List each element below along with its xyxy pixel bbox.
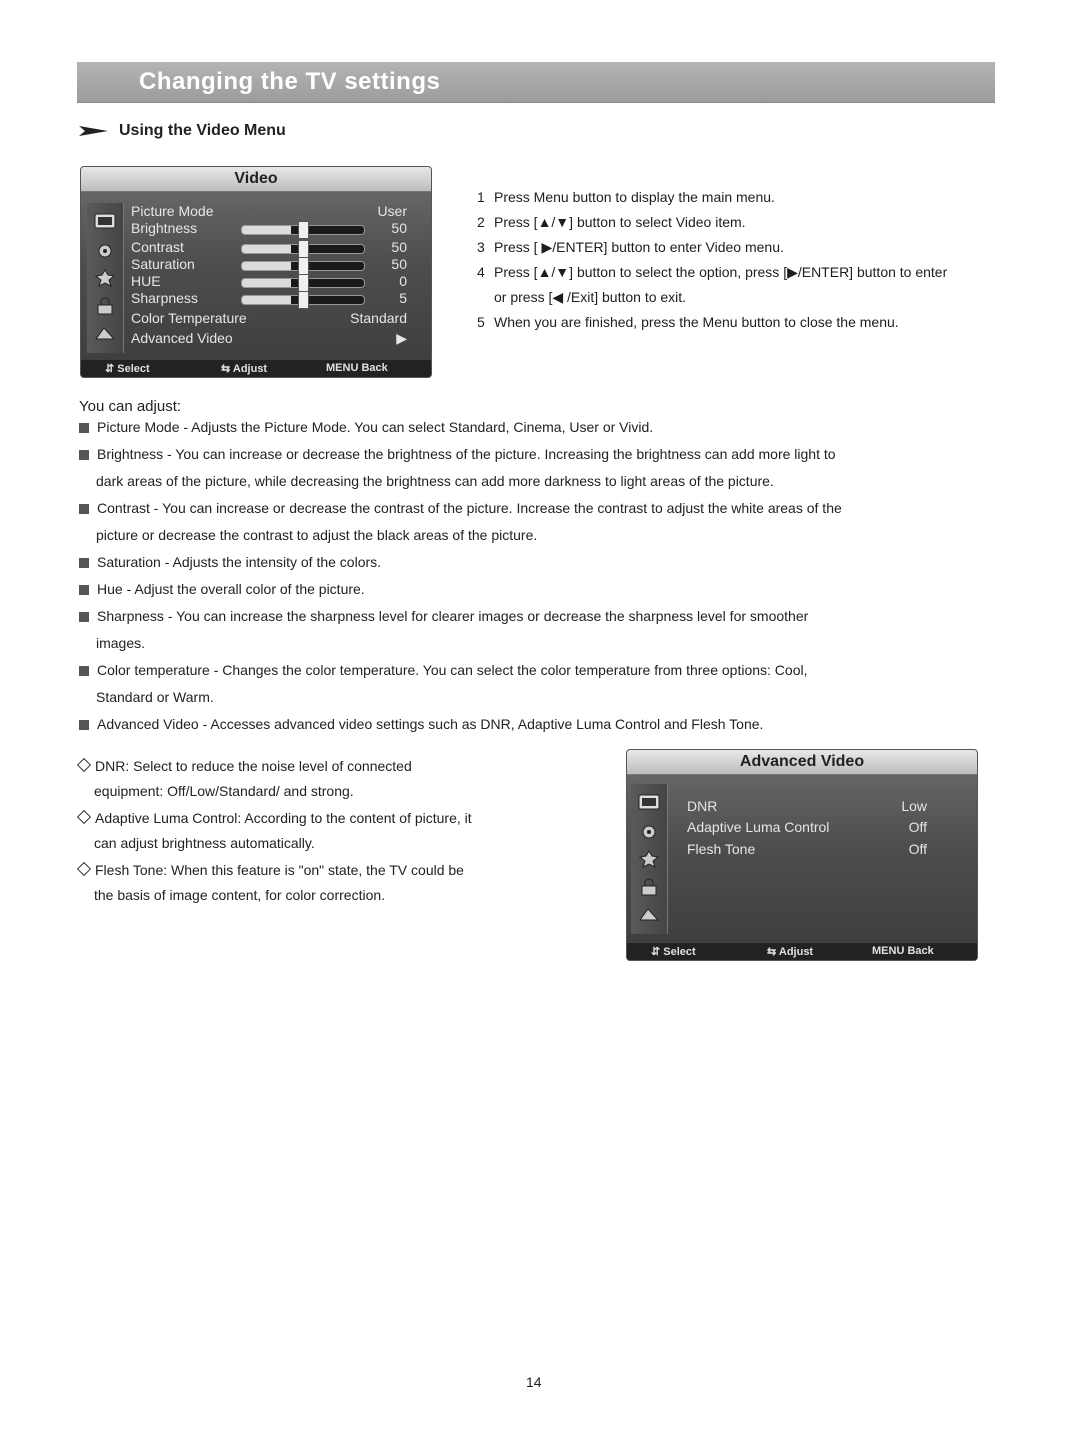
slider-knob <box>298 274 309 292</box>
menu-item-label: Brightness <box>131 220 198 236</box>
menu-item-value: Off <box>908 819 927 835</box>
feature-note-text: DNR: Select to reduce the noise level of connected <box>95 758 412 774</box>
instruction-step <box>477 263 947 282</box>
adjust-item-text: Picture Mode - Adjusts the Picture Mode. You can select Standard, Cinema, User or Vivid. <box>97 419 654 435</box>
menu-item-label: DNR <box>687 798 718 814</box>
audio-icon <box>638 822 660 840</box>
step-number: 4 <box>477 264 485 280</box>
menu-item-value: 50 <box>391 239 407 255</box>
adjust-item-continuation: Standard or Warm. <box>96 689 214 705</box>
page-title: Changing the TV settings <box>139 68 441 95</box>
adjust-item-line <box>79 576 999 603</box>
adjust-item <box>79 657 999 711</box>
bullet-square-icon <box>79 558 89 568</box>
level-slider <box>241 295 365 305</box>
video-menu-panel <box>80 166 432 378</box>
level-slider <box>241 261 365 271</box>
section-heading <box>79 122 286 140</box>
lock-icon <box>94 297 116 315</box>
select-hint: ⇵ Select <box>651 946 696 958</box>
menu-item-label: Contrast <box>131 239 184 255</box>
instruction-step <box>477 288 686 307</box>
adjust-hint: ⇆ Adjust <box>767 946 814 958</box>
menu-item-value: 0 <box>399 273 407 289</box>
instruction-step <box>477 238 784 257</box>
adjust-label: Adjust <box>778 946 814 958</box>
adjust-label: Adjust <box>232 363 268 375</box>
level-slider <box>241 225 365 235</box>
tv-icon <box>638 794 660 812</box>
bullet-square-icon <box>79 666 89 676</box>
adjust-item-line <box>79 657 999 684</box>
select-hint: ⇵ Select <box>105 363 150 375</box>
back-hint: MENU Back <box>872 945 934 957</box>
menu-item-value: ▶ <box>396 330 407 346</box>
section-heading-label: Using the Video Menu <box>119 122 286 139</box>
adjust-item-continuation: images. <box>96 635 146 651</box>
back-hint: MENU Back <box>326 362 388 374</box>
adjust-heading: You can adjust: <box>79 398 182 415</box>
menu-item-label: HUE <box>131 273 161 289</box>
menu-item-label: Advanced Video <box>131 330 233 346</box>
page-number: 14 <box>526 1374 542 1390</box>
instruction-steps <box>477 188 1017 338</box>
adjust-item-text: Hue - Adjust the overall color of the picture. <box>97 581 365 597</box>
adjust-item-continuation: dark areas of the picture, while decreasing the brightness can add more darkness to light areas of the picture. <box>96 473 774 489</box>
menu-item-value: Off <box>908 841 927 857</box>
bullet-square-icon <box>79 504 89 514</box>
header-banner <box>77 62 995 103</box>
lock-icon <box>638 878 660 896</box>
settings-icon <box>94 269 116 287</box>
feature-note-continuation: equipment: Off/Low/Standard/ and strong. <box>94 783 354 799</box>
select-label: Select <box>117 363 150 375</box>
adjust-item-text: Contrast - You can increase or decrease the contrast of the picture. Increase the contrast to adjust the white areas of the <box>97 500 842 516</box>
adjust-hint: ⇆ Adjust <box>221 363 268 375</box>
feature-note <box>75 858 555 908</box>
arrow-icon <box>79 125 109 137</box>
step-number: 2 <box>477 214 485 230</box>
step-text: Press Menu button to display the main menu. <box>494 189 775 205</box>
adjust-item-text: Color temperature - Changes the color temperature. You can select the color temperature from three options: Cool, <box>97 662 808 678</box>
slider-knob <box>298 240 309 258</box>
slider-knob <box>298 291 309 309</box>
bullet-square-icon <box>79 450 89 460</box>
menu-item-value: 5 <box>399 290 407 306</box>
menu-item-label: Color Temperature <box>131 310 247 326</box>
audio-icon <box>94 241 116 259</box>
diamond-bullet-icon <box>77 810 91 824</box>
instruction-step <box>477 313 899 332</box>
feature-note-text: Adaptive Luma Control: According to the content of picture, it <box>95 810 472 826</box>
step-text: Press [▲/▼] button to select Video item. <box>494 214 746 230</box>
instruction-step <box>477 213 746 232</box>
adjust-item <box>79 549 999 576</box>
adjust-item-text: Saturation - Adjusts the intensity of the colors. <box>97 554 382 570</box>
feature-note-text: Flesh Tone: When this feature is "on" state, the TV could be <box>95 862 464 878</box>
adjust-item-line <box>79 603 999 630</box>
menu-item-value: Standard <box>350 310 407 326</box>
feature-note <box>75 806 555 856</box>
adjust-item <box>79 576 999 603</box>
menu-item-value: Low <box>901 798 927 814</box>
adjust-item <box>79 414 999 441</box>
bullet-square-icon <box>79 423 89 433</box>
channel-icon <box>638 906 660 924</box>
step-number: 1 <box>477 189 485 205</box>
menu-item-value: 50 <box>391 256 407 272</box>
diamond-bullet-icon <box>77 862 91 876</box>
adjust-item-line <box>79 495 999 522</box>
adjust-item <box>79 441 999 495</box>
step-text: Press [▲/▼] button to select the option, press [▶/ENTER] button to enter <box>494 264 948 280</box>
step-number: 5 <box>477 314 485 330</box>
menu-item-label: Flesh Tone <box>687 841 756 857</box>
step-text: When you are finished, press the Menu button to close the menu. <box>494 314 899 330</box>
video-menu-title: Video <box>81 167 431 192</box>
adjust-item <box>79 711 999 738</box>
feature-note-continuation: can adjust brightness automatically. <box>94 835 315 851</box>
feature-note-line <box>75 754 555 779</box>
bullet-square-icon <box>79 612 89 622</box>
advanced-menu-title: Advanced Video <box>627 750 977 775</box>
adjust-item <box>79 495 999 549</box>
step-text: Press [ ▶/ENTER] button to enter Video menu. <box>494 239 784 255</box>
adjust-item-line <box>79 549 999 576</box>
adjust-item-line <box>79 441 999 468</box>
advanced-video-panel <box>626 749 978 961</box>
menu-item-label: Adaptive Luma Control <box>687 819 830 835</box>
feature-note-line <box>75 806 555 831</box>
adjust-item-line <box>79 711 999 738</box>
adjust-item-line <box>79 414 999 441</box>
tv-icon <box>94 213 116 231</box>
bullet-square-icon <box>79 720 89 730</box>
step-text: or press [◀ /Exit] button to exit. <box>494 289 687 305</box>
menu-item-label: Sharpness <box>131 290 198 306</box>
menu-item-value: User <box>377 203 407 219</box>
menu-item-value: 50 <box>391 220 407 236</box>
diamond-bullet-icon <box>77 758 91 772</box>
slider-knob <box>298 257 309 275</box>
video-menu-footer <box>81 360 431 377</box>
menu-item-label: Picture Mode <box>131 203 214 219</box>
level-slider <box>241 244 365 254</box>
settings-icon <box>638 850 660 868</box>
feature-note-continuation: the basis of image content, for color correction. <box>94 887 386 903</box>
channel-icon <box>94 325 116 343</box>
feature-note-line <box>75 858 555 883</box>
menu-icon-bar <box>87 203 124 353</box>
level-slider <box>241 278 365 288</box>
step-number: 3 <box>477 239 485 255</box>
adjust-item-text: Advanced Video - Accesses advanced video settings such as DNR, Adaptive Luma Control and Flesh Tone. <box>97 716 764 732</box>
advanced-menu-footer <box>627 943 977 960</box>
adjust-item-text: Sharpness - You can increase the sharpness level for clearer images or decrease the sharpness level for smoother <box>97 608 809 624</box>
adjust-item <box>79 603 999 657</box>
select-label: Select <box>663 946 696 958</box>
bullet-square-icon <box>79 585 89 595</box>
menu-icon-bar <box>631 784 668 934</box>
adjust-item-continuation: picture or decrease the contrast to adjust the black areas of the picture. <box>96 527 538 543</box>
feature-note <box>75 754 555 804</box>
adjust-item-text: Brightness - You can increase or decrease the brightness of the picture. Increasing the brightness can add more light to <box>97 446 836 462</box>
slider-knob <box>298 221 309 239</box>
instruction-step <box>477 188 775 207</box>
menu-item-label: Saturation <box>131 256 195 272</box>
